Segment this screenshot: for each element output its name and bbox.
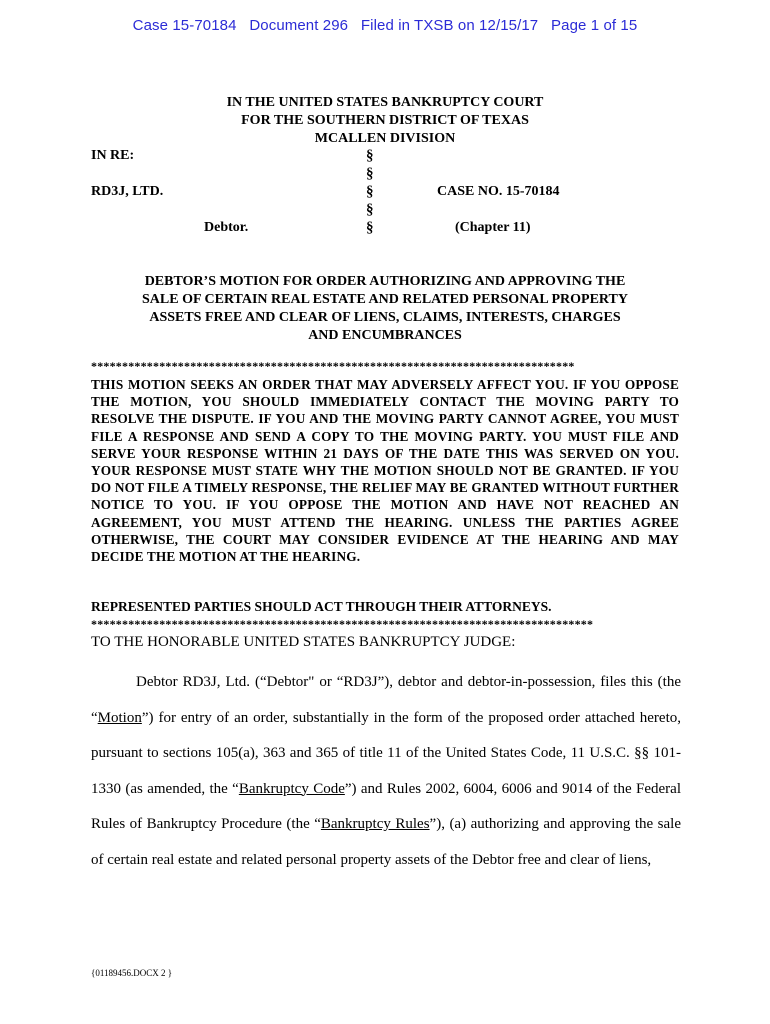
court-name-line-1: IN THE UNITED STATES BANKRUPTCY COURT — [226, 95, 544, 110]
section-symbol: § — [366, 166, 374, 182]
motion-title-line-4: AND ENCUMBRANCES — [308, 328, 462, 343]
case-number: CASE NO. 15-70184 — [437, 184, 560, 199]
defined-term-motion: Motion — [97, 709, 142, 726]
in-re-label: IN RE: — [91, 148, 135, 163]
court-division: MCALLEN DIVISION — [314, 131, 456, 146]
body-text: ”) for entry of an order, substantially in the form of the proposed order attached hereto, pursuant to sections 105(a), 363 and 365 of title 11 of the United States Code, 11 U.S.C. §§ 101-1330 (as amended, the “ — [91, 709, 681, 797]
filing-header: Case 15-70184 Document 296 Filed in TXSB on 12/15/17 Page 1 of 15 — [132, 17, 638, 34]
motion-title-line-2: SALE OF CERTAIN REAL ESTATE AND RELATED PERSONAL PROPERTY — [142, 292, 628, 307]
motion-title-line-3: ASSETS FREE AND CLEAR OF LIENS, CLAIMS, INTERESTS, CHARGES — [149, 310, 621, 325]
motion-body — [91, 665, 681, 878]
body-text: ”), (a) authorizing and approving the sale of certain real estate and related personal property assets of the Debtor free and clear of liens, — [91, 816, 681, 868]
document-footer-id: {01189456.DOCX 2 } — [91, 968, 173, 978]
body-paragraph — [91, 665, 681, 878]
separator-bottom: ********************************************************************************* — [91, 617, 594, 631]
section-symbol: § — [366, 220, 374, 236]
defined-term-bankruptcy-code: Bankruptcy Code — [238, 780, 345, 797]
section-symbol: § — [366, 184, 374, 200]
motion-title-line-1: DEBTOR’S MOTION FOR ORDER AUTHORIZING AND APPROVING THE — [144, 274, 626, 289]
defined-term-bankruptcy-rules: Bankruptcy Rules — [320, 816, 430, 832]
section-symbol: § — [366, 148, 374, 164]
body-text: ”) and Rules 2002, 6004, 6006 and 9014 of the Federal Rules of Bankruptcy Procedure (the “ — [91, 780, 681, 832]
salutation: TO THE HONORABLE UNITED STATES BANKRUPTCY JUDGE: — [91, 634, 516, 650]
chapter: (Chapter 11) — [455, 220, 531, 235]
separator-top: ****************************************************************************** — [91, 359, 575, 373]
party-name: RD3J, LTD. — [91, 184, 164, 199]
represented-parties-notice: REPRESENTED PARTIES SHOULD ACT THROUGH THEIR ATTORNEYS. — [91, 599, 552, 614]
section-symbol: § — [366, 202, 374, 218]
court-name-line-2: FOR THE SOUTHERN DISTRICT OF TEXAS — [241, 113, 529, 128]
notice-paragraph: THIS MOTION SEEKS AN ORDER THAT MAY ADVERSELY AFFECT YOU. IF YOU OPPOSE THE MOTION, YOU SHOULD IMMEDIATELY CONTACT THE MOVING PARTY TO RESOLVE THE DISPUTE. IF YOU AND THE MOVING PARTY CANNOT AGREE, YOU MUST FILE A RESPONSE AND SEND A COPY TO THE MOVING PARTY. YOU MUST FILE AND SERVE YOUR RESPONSE WITHIN 21 DAYS OF THE DATE THIS WAS SERVED ON YOU. YOUR RESPONSE MUST STATE WHY THE MOTION SHOULD NOT BE GRANTED. IF YOU DO NOT FILE A TIMELY RESPONSE, THE RELIEF MAY BE GRANTED WITHOUT FURTHER NOTICE TO YOU. IF YOU OPPOSE THE MOTION AND HAVE NOT REACHED AN AGREEMENT, YOU MUST ATTEND THE HEARING. UNLESS THE PARTIES AGREE OTHERWISE, THE COURT MAY CONSIDER EVIDENCE AT THE HEARING AND MAY DECIDE THE MOTION AT THE HEARING. — [91, 377, 679, 565]
body-text: Debtor RD3J, Ltd. (“Debtor" or “RD3J”), debtor and debtor-in-possession, files this (the “ — [91, 674, 681, 726]
debtor-label: Debtor. — [204, 220, 249, 235]
